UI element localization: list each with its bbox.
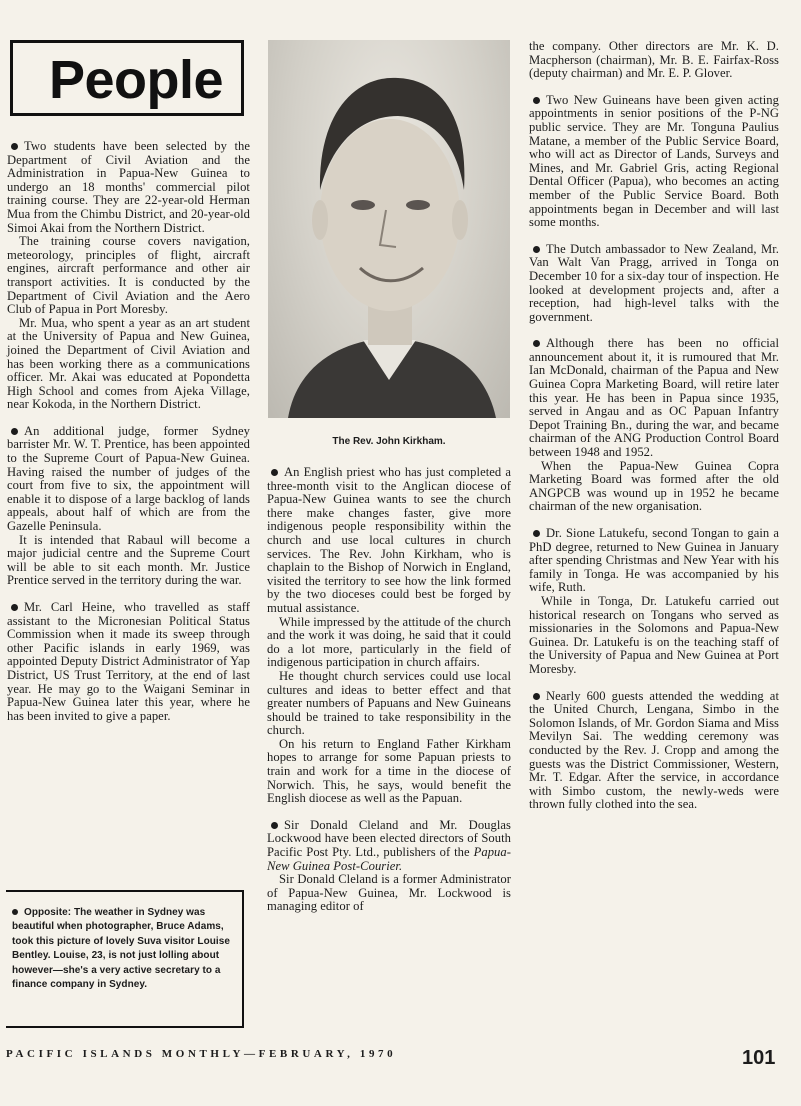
section-title-box [10,40,244,116]
article-paragraph: It is intended that Rabaul will become a major judicial centre and the Supreme Court will be able to sit each month. Mr. Justice Prentice served in the territory during the war. [7,532,250,588]
article-paragraph: Mr. Carl Heine, who travelled as staff assistant to the Micronesian Political Status Commission when it made its sweep through other Pacific islands in early 1969, was appointed Deputy District Administrator of Yap District, US Trust Territory, at the end of last year. He may go to the Waigani Seminar in Papua-New Guinea later this year, where he has been invited to give a paper. [7,600,250,723]
article-paragraph: He thought church services could use local cultures and ideas to better effect and that greater numbers of Papuans and New Guineans should be trained to take responsibility in the church. [267,668,511,738]
article-paragraph: While impressed by the attitude of the church and the work it was doing, he said that it could do a lot more, particularly in the field of indigenous participation in church affairs. [267,614,512,670]
article-paragraph: Sir Donald Cleland is a former Administrator of Papua-New Guinea, Mr. Lockwood is managing editor of [267,872,511,914]
bullet-icon [533,246,540,253]
article-paragraph: When the Papua-New Guinea Copra Marketing Board was formed after the old ANGPCB was wound up in 1952 he became chairman of the new organisation. [529,458,779,514]
page-number: 101 [742,1047,776,1069]
bullet-icon [271,469,278,476]
portrait-illustration [268,40,510,418]
bullet-icon [11,428,18,435]
magazine-footer: PACIFIC ISLANDS MONTHLY—FEBRUARY, 1970 [6,1048,397,1060]
bullet-icon [11,143,18,150]
article-paragraph: Although there has been no official announcement about it, it is rumoured that Mr. Ian McDonald, chairman of the Papua and New Guinea Copra Marketing Board, will retire later this year. He has been in Papua since 1935, served in Angau and as OC Papuan Infantry Depot Training Bn., during the war, and became chairman of the ANG Production Control Board between 1948 and 1952. [529,336,779,460]
bullet-icon [533,530,540,537]
article-paragraph: While in Tonga, Dr. Latukefu carried out historical research on Tongans who served as missionaries in the Solomons and Papua-New Guinea. Dr. Latukefu is on the teaching staff of the University of Papua and New Guinea at Port Moresby. [529,593,779,676]
article-paragraph: Dr. Sione Latukefu, second Tongan to gain a PhD degree, returned to New Guinea in January after spending Christmas and New Year with his family in Tonga. He was accompanied by his wife, Ruth. [529,526,779,595]
article-paragraph: the company. Other directors are Mr. K. D. Macpherson (chairman), Mr. B. E. Fairfax-Ross (deputy chairman) and Mr. E. P. Glover. [529,39,779,81]
bullet-icon [533,693,540,700]
article-paragraph: Two New Guineans have been given acting appointments in senior positions of the P-NG public service. They are Mr. Tonguna Paulius Matane, a member of the Public Service Board, who will act as Director of Lands, Surveys and Mines, and Mr. Gabriel Gris, acting Regional Dental Officer (Papua), who becomes an acting member of the Public Service Board. Both appointments began in December and will last some months. [529,92,779,230]
photo-caption: The Rev. John Kirkham. [332,436,446,447]
article-paragraph: The training course covers navigation, meteorology, principles of flight, aircraft engines, aircraft performance and other air transport activities. It is conducted by the Department of Civil Aviation and the Aero Club of Papua in Port Moresby. [7,234,250,317]
article-paragraph: The Dutch ambassador to New Zealand, Mr. Van Walt Van Pragg, arrived in Tonga on December 10 for a six-day tour of inspection. He looked at development projects and, after a reception, had high-level talks with the government. [529,241,779,324]
bullet-icon [11,604,18,611]
column-middle [267,466,511,914]
bullet-icon [271,822,278,829]
column-right [529,40,779,812]
article-paragraph: An additional judge, former Sydney barrister Mr. W. T. Prentice, has been appointed to the Supreme Court of Papua-New Guinea. Having raised the number of judges of the court from five to six, the appointment will enable it to dispose of a large backlog of lands appeals, about half of which are from the Gazelle Peninsula. [7,423,250,534]
article-paragraph: Nearly 600 guests attended the wedding at the United Church, Lengana, Simbo in the Solomon Islands, of Mr. Gordon Siama and Miss Mevilyn Sai. The wedding ceremony was conducted by the Rev. J. Cropp and among the guests was the District Commissioner, Western, Mr. T. Edgar. After the service, in accordance with Simbo custom, the newly-weds were thrown fully clothed into the sea. [529,688,779,812]
photo-note-box [6,890,244,1028]
photo-note: Opposite: The weather in Sydney was beautiful when photographer, Bruce Adams, took this picture of lovely Suva visitor Louise Bentley. Louise, 23, is not just lolling about however—she's a very active secretary to a finance company in Sydney. [12,907,230,991]
article-paragraph: Sir Donald Cleland and Mr. Douglas Lockwood have been elected directors of South Pacific Post Pty. Ltd., publishers of the Papua-New Guinea Post-Courier. [267,817,511,873]
article-paragraph: Mr. Mua, who spent a year as an art student at the University of Papua and New Guinea, joined the Department of Civil Aviation and has been working there as a communications officer. Mr. Akai was educated at Popondetta High School and comes from Ajeka Village, near Kokoda, in the Northern District. [7,315,250,412]
article-paragraph: Two students have been selected by the Department of Civil Aviation and the Administration in Papua-New Guinea to undergo an 18 months' commercial pilot training course. They are 22-year-old Herman Mua from the Chimbu District, and 20-year-old Simoi Akai from the Northern District. [7,139,250,235]
article-paragraph: An English priest who has just completed a three-month visit to the Anglican diocese of Papua-New Guinea wants to see the church there make changes faster, give more indigenous people responsibility within the church and use local cultures in church services. The Rev. John Kirkham, who is chaplain to the Bishop of Norwich in England, visited the territory to see how the link formed by the two dioceses could best be forged by mutual assistance. [267,465,511,615]
publication-name: Papua-New Guinea Post-Courier. [267,845,511,873]
article-paragraph: On his return to England Father Kirkham hopes to arrange for some Papuan priests to train and work for a time in the diocese of Norwich. This, he says, would benefit the English diocese as well as the Papuan. [267,736,511,806]
column-left [7,140,250,723]
bullet-icon [533,340,540,347]
bullet-icon [12,909,18,915]
bullet-icon [533,97,540,104]
portrait-photo [268,40,510,418]
section-title: People [49,50,224,110]
